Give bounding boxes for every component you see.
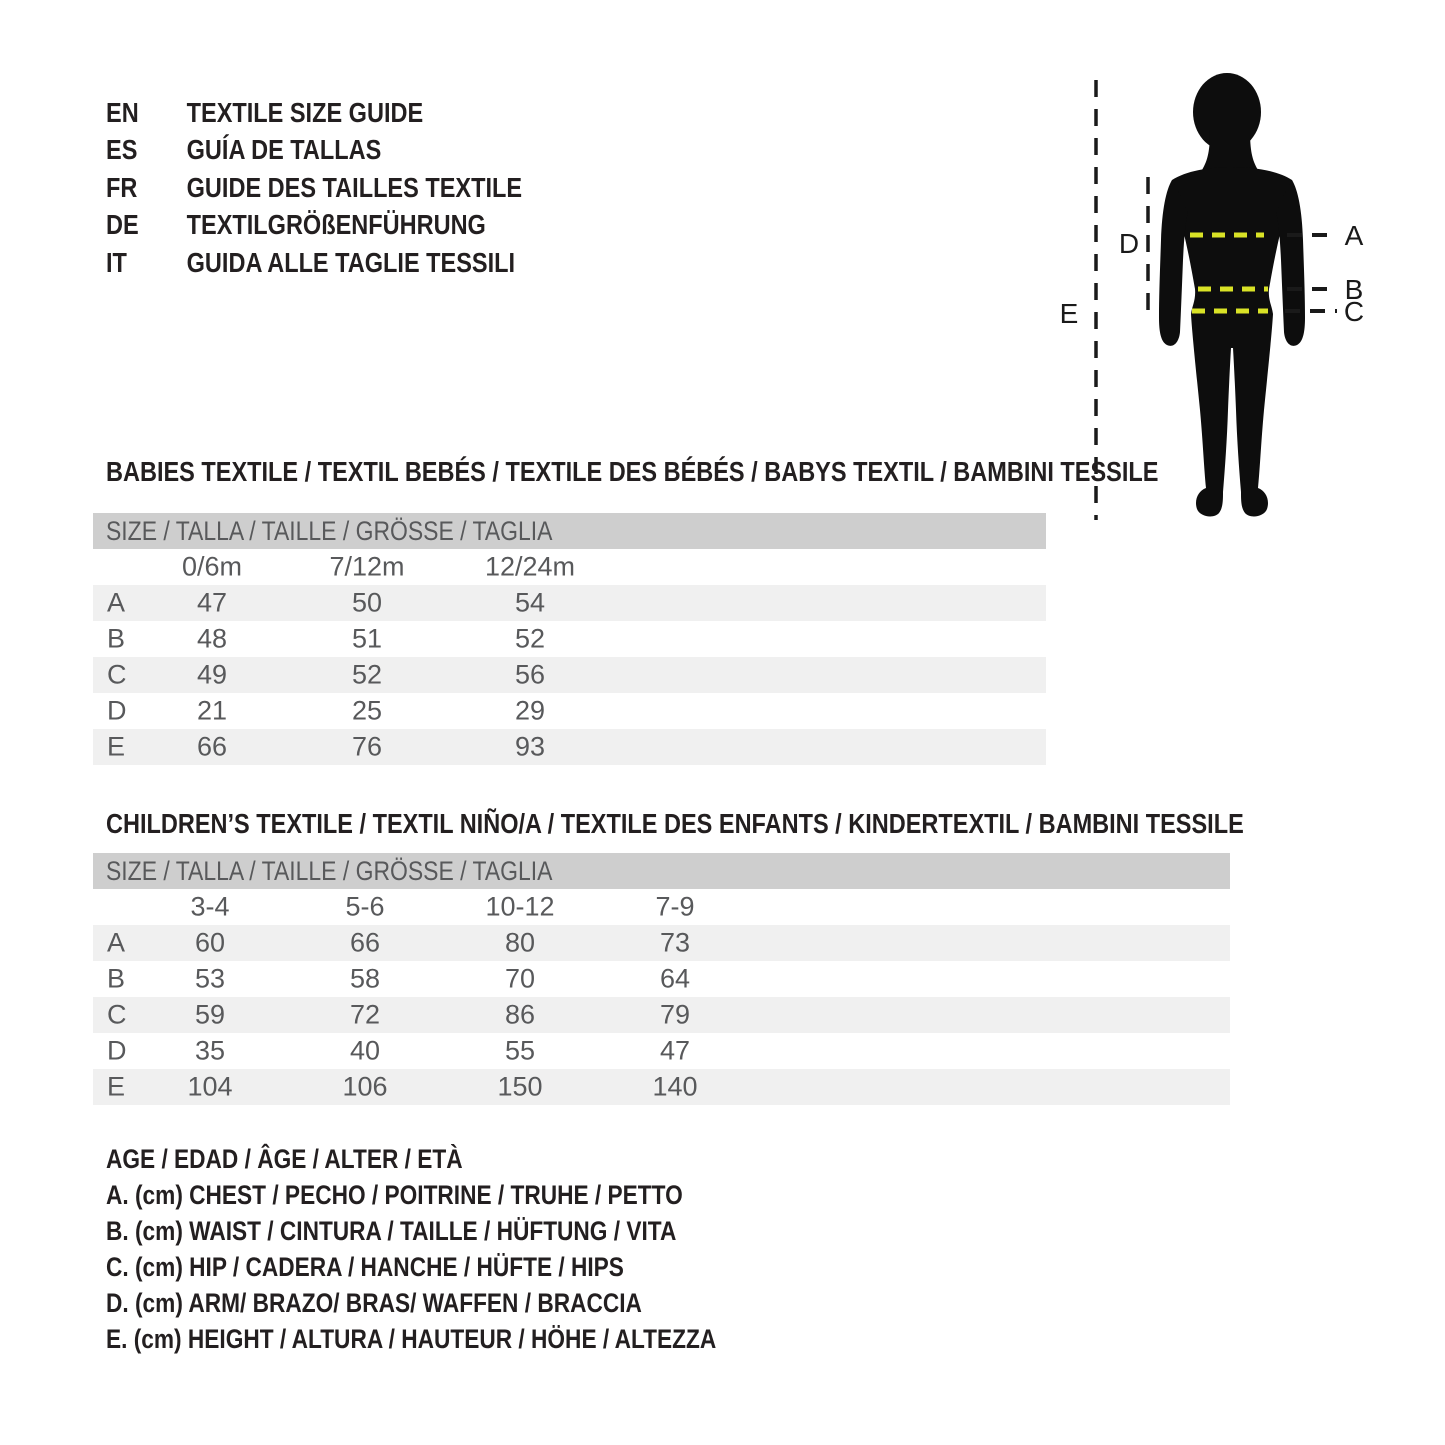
size-value: 25 [351, 695, 383, 726]
size-value: 64 [659, 963, 691, 994]
children-table [93, 853, 1230, 1105]
size-value: 29 [514, 695, 546, 726]
size-value: 56 [514, 659, 546, 690]
table-row-b [93, 961, 1230, 997]
size-value: 40 [349, 1035, 381, 1066]
size-value: 52 [514, 623, 546, 654]
size-value: 106 [342, 1071, 388, 1102]
size-value: 72 [349, 999, 381, 1030]
measure-row-label: D [107, 695, 127, 726]
legend-line-waist: B. (cm) WAIST / CINTURA / TAILLE / HÜFTUNG / VITA [106, 1215, 677, 1246]
size-value: 55 [504, 1035, 536, 1066]
table-row-c [93, 997, 1230, 1033]
column-header: 3-4 [190, 891, 230, 922]
legend-line-arm: D. (cm) ARM/ BRAZO/ BRAS/ WAFFEN / BRACCIA [106, 1287, 642, 1318]
language-title: GUIDA ALLE TAGLIE TESSILI [186, 246, 516, 278]
measure-row-label: D [107, 1035, 127, 1066]
child-silhouette [1159, 73, 1305, 516]
column-header: 12/24m [484, 551, 576, 582]
babies-size-header-bar [93, 513, 1046, 549]
size-value: 79 [659, 999, 691, 1030]
table-row-a [93, 585, 1046, 621]
table-row-b [93, 621, 1046, 657]
language-row-fr [106, 169, 522, 207]
size-value: 21 [196, 695, 228, 726]
language-code: FR [106, 171, 138, 203]
column-header: 7/12m [329, 551, 405, 582]
silhouette-left-arm [1159, 180, 1188, 346]
measure-row-label: A [107, 927, 126, 958]
legend-line-age: AGE / EDAD / ÂGE / ALTER / ETÀ [106, 1143, 463, 1174]
size-value: 59 [194, 999, 226, 1030]
size-header-label: SIZE / TALLA / TAILLE / GRÖSSE / TAGLIA [106, 855, 553, 886]
language-row-de [106, 207, 522, 245]
column-header: 7-9 [655, 891, 695, 922]
size-value: 47 [196, 587, 228, 618]
size-header-label: SIZE / TALLA / TAILLE / GRÖSSE / TAGLIA [106, 515, 553, 546]
children-section-title: CHILDREN’S TEXTILE / TEXTIL NIÑO/A / TEXTILE DES ENFANTS / KINDERTEXTIL / BAMBINI TESSILE [106, 808, 1244, 839]
table-row-d [93, 693, 1046, 729]
size-value: 51 [351, 623, 383, 654]
language-row-es [106, 132, 522, 170]
language-code: IT [106, 246, 127, 278]
size-value: 93 [514, 731, 546, 762]
size-value: 70 [504, 963, 536, 994]
size-value: 73 [659, 927, 691, 958]
table-row-e [93, 729, 1046, 765]
table-row-e [93, 1069, 1230, 1105]
measure-label-d: D [1118, 228, 1140, 259]
size-value: 66 [196, 731, 228, 762]
size-value: 54 [514, 587, 546, 618]
language-row-en [106, 94, 522, 132]
babies-section-title: BABIES TEXTILE / TEXTIL BEBÉS / TEXTILE DES BÉBÉS / BABYS TEXTIL / BAMBINI TESSILE [106, 456, 1159, 487]
size-value: 150 [497, 1071, 543, 1102]
language-title: TEXTILGRÖßENFÜHRUNG [186, 209, 486, 241]
table-row-c [93, 657, 1046, 693]
legend-line-height: E. (cm) HEIGHT / ALTURA / HAUTEUR / HÖHE / ALTEZZA [106, 1323, 717, 1354]
column-header: 10-12 [485, 891, 555, 922]
measure-row-label: B [107, 623, 126, 654]
size-value: 58 [349, 963, 381, 994]
size-value: 140 [652, 1071, 698, 1102]
measurement-legend [106, 1141, 716, 1357]
language-code: ES [106, 134, 138, 166]
size-value: 48 [196, 623, 228, 654]
language-title: TEXTILE SIZE GUIDE [186, 96, 424, 128]
size-value: 76 [351, 731, 383, 762]
legend-line-hip: C. (cm) HIP / CADERA / HANCHE / HÜFTE / HIPS [106, 1251, 624, 1282]
column-header: 0/6m [181, 551, 243, 582]
table-row-a [93, 925, 1230, 961]
silhouette-neck [1202, 130, 1258, 170]
size-value: 47 [659, 1035, 691, 1066]
language-title: GUIDE DES TAILLES TEXTILE [186, 171, 523, 203]
legend-line-chest: A. (cm) CHEST / PECHO / POITRINE / TRUHE / PETTO [106, 1179, 683, 1210]
size-value: 49 [196, 659, 228, 690]
measure-label-e: E [1059, 298, 1079, 329]
measure-row-label: E [107, 731, 126, 762]
size-value: 66 [349, 927, 381, 958]
measure-label-a: A [1344, 220, 1364, 251]
language-row-it [106, 244, 522, 282]
size-value: 60 [194, 927, 226, 958]
size-value: 86 [504, 999, 536, 1030]
measure-row-label: E [107, 1071, 126, 1102]
measure-row-label: A [107, 587, 126, 618]
size-value: 50 [351, 587, 383, 618]
silhouette-right-arm [1276, 180, 1305, 346]
language-title: GUÍA DE TALLAS [186, 134, 382, 166]
children-columns-row [93, 889, 1230, 925]
language-code: EN [106, 96, 139, 128]
language-code: DE [106, 209, 139, 241]
column-header: 5-6 [345, 891, 385, 922]
size-value: 52 [351, 659, 383, 690]
measure-row-label: C [107, 999, 127, 1030]
size-value: 80 [504, 927, 536, 958]
measure-label-c: C [1343, 296, 1365, 327]
babies-columns-row [93, 549, 1046, 585]
table-row-d [93, 1033, 1230, 1069]
measure-label-b: B [1344, 274, 1364, 305]
measure-row-label: B [107, 963, 126, 994]
children-size-header-bar [93, 853, 1230, 889]
measure-row-label: C [107, 659, 127, 690]
size-value: 53 [194, 963, 226, 994]
babies-table [93, 513, 1046, 765]
size-value: 104 [187, 1071, 233, 1102]
size-value: 35 [194, 1035, 226, 1066]
language-list [106, 94, 522, 282]
